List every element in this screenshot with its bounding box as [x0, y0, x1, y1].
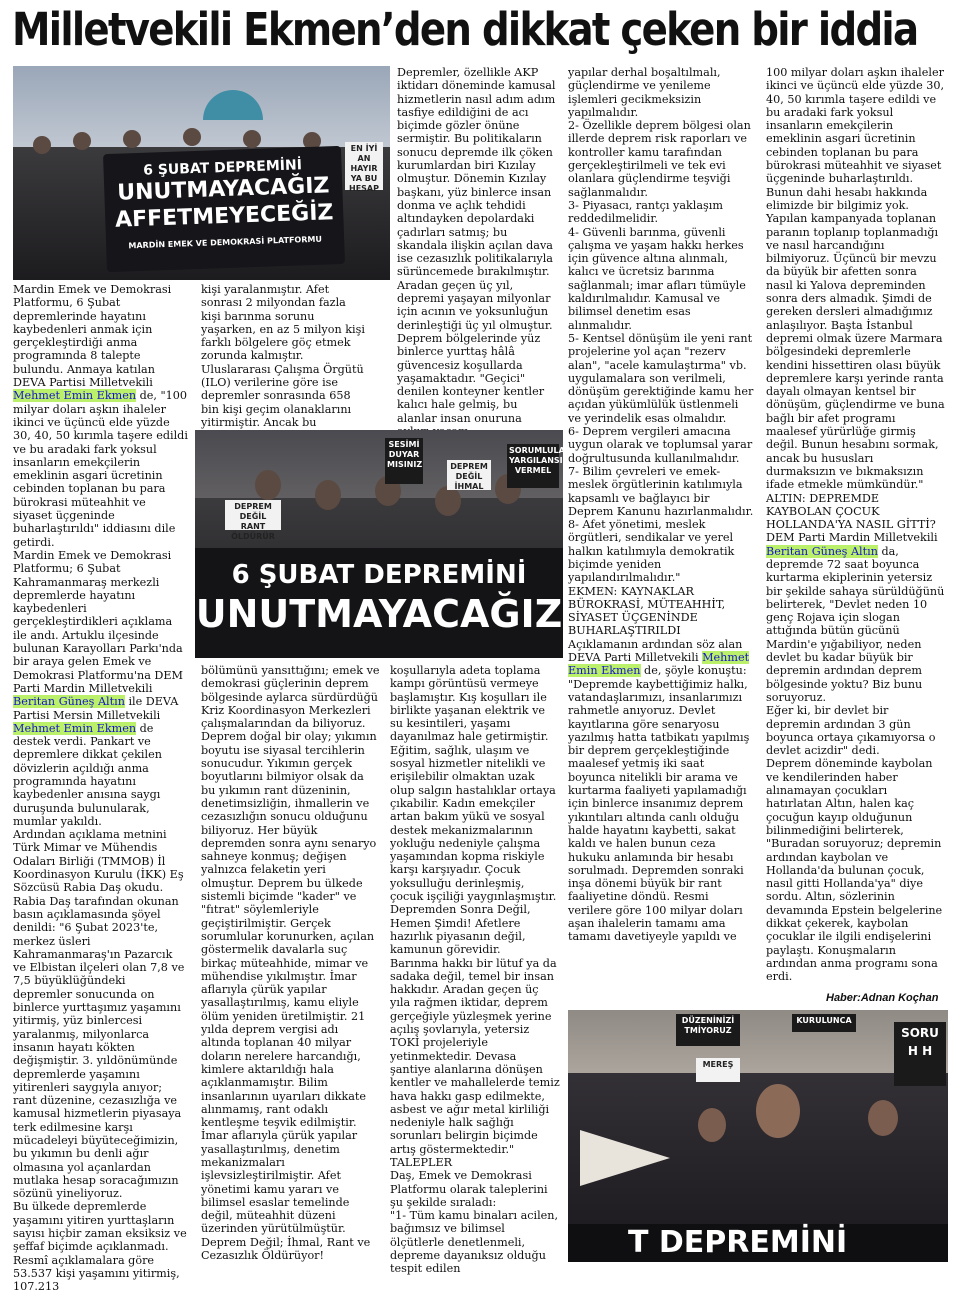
- article-column-4: [568, 66, 754, 1002]
- protest-sign: EN İYİ AN HAYIR YA BU HESAP: [345, 142, 383, 190]
- paragraph: koşullarıyla adeta toplama kampı görüntüsü vermeye başlamıştır. Kış koşulları ile birlikte yaşanan elektrik ve su kesintileri, yaşamı dayanılmaz hale getirmiştir. Eğitim, sağlık, ulaşım ve sosyal hizmetler nitelikli ve erişilebilir olmaktan uzak olup salgın hastalıklar ortaya çıkabilir. Kadın emekçiler artan bakım yükü ve sosyal destek mekanizmalarının yokluğu nedeniyle çalışma yaşamından kopma riskiyle karşı karşıyadır. Çocuk yoksulluğu derinleşmiş, çocuk işçiliği yaygınlaşmıştır. Depremden Sonra Değil, Hemen Şimdi! Afetlere hazırlık piyasanın değil, kamunun görevidir. Barınma hakkı bir lütuf ya da sadaka değil, temel bir insan hakkıdır. Aradan geçen üç yıla rağmen iktidar, deprem gerçeğiyle yüzleşmek yerine açılış şovlarıyla, yetersiz TOKİ projeleriyle yetinmektedir. Devasa şantiye alanlarına dönüşen kentler ve mahallelerde temiz hava hakkı gasp edilmekte, asbest ve ağır metal kirliliği nedeniyle halk sağlığı sorunları belirgin biçimde artış göstermektedir." TALEPLER Daş, Emek ve Demokrasi Platformu olarak taleplerini şu şekilde sıraladı: "1- Tüm kamu binaları acilen, bağımsız ve bilimsel ölçütlerle denetlenmeli, depreme dayanıksız olduğu tespit edilen: [390, 664, 560, 1276]
- paragraph: Depremler, özellikle AKP iktidarı döneminde kamusal hizmetlerin nasıl adım adım tasfiye edildiğini de acı biçimde gözler önüne sermiştir. Bu politikaların sonucu depremde ilk çöken kurumlardan biri Kızılay olmuştur. Dönemin Kızılay başkanı, yüz binlerce insan donma ve açlık tehdidi altındayken depolardaki çadırları satmış; bu skandala ilişkin açılan dava ise cezasızlık politikalarıyla sürüncemede bırakılmıştır. Aradan geçen üç yıl, depremi yaşayan milyonlar için acının ve yoksunluğun derinleştiği üç yıl olmuştur. Deprem bölgelerinde yüz binlerce yurttaş hâlâ güvencesiz koşullarda yaşamaktadır. "Geçici" denilen konteyner kentler kalıcı hale gelmiş, bu alanlar insan onuruna: [397, 66, 556, 425]
- protest-banner: [103, 146, 345, 272]
- protest-banner: [195, 548, 563, 658]
- person-head: [255, 470, 281, 500]
- text: de, şöyle konuştu: "Depremde kaybettiğimiz halkı, vatandaşlarımızı, insanlarımızı rahmetle anıyoruz. Devlet kayıtlarına göre senaryosu yazılmış hatta tatbikatı yapılmış bir deprem gerçekleştiğinde maalesef yetmiş iki saat boyunca nitelikli bir arama ve kurtarma faaliyeti yapılamadığı için binlerce insanımız deprem yıkıntıları altında canlı olduğu halde hayatını kaybetti, sakat kaldı ve halen bunun ceza hukuku anlamında bir hesabı sorulmadı. Depremden sonraki inşa dönemi büyük bir rant faaliyetine döndü. Resmi verilere göre 100 milyar doları aşan ihalelerin tamamı ama tamamı davetiyeyle yapıldı ve: [568, 664, 750, 944]
- banner-line-1: 6 ŞUBAT DEPREMİNİ: [142, 157, 303, 179]
- protest-sign: SORUMLULAR YARGILANSIN VERMEL: [507, 444, 559, 488]
- banner-text: T DEPREMİNİ: [628, 1225, 848, 1260]
- highlighted-name: Beritan Güneş Altın: [766, 544, 878, 558]
- photo-speaker-megaphone: [568, 1010, 948, 1262]
- highlighted-name: Beritan Güneş Altın: [13, 695, 125, 709]
- protest-sign: KURULUNCA: [792, 1014, 856, 1032]
- byline: Haber:Adnan Koçhan: [826, 992, 939, 1004]
- protest-sign: SESİMİ DUYAR MISINIZ: [385, 438, 423, 484]
- protest-sign: DEPREM DEĞİL İHMAL: [447, 460, 491, 490]
- paragraph: [568, 66, 754, 944]
- article-column-2-top: [201, 283, 369, 429]
- paragraph: kişi yaralanmıştır. Afet sonrası 2 milyondan fazla kişi barınma sorunu yaşarken, en az 5 milyon kişi farklı bölgelere göç etmek zorunda kalmıştır. Uluslararası Çalışma Örgütü (ILO) verilerine göre ise depremler sonrasında 658 bin kişi geçim olanaklarını yitirmiştir. Ancak bu: [201, 283, 365, 429]
- highlighted-name: Mehmet Emin Ekmen: [13, 389, 137, 403]
- text: da, depremde 72 saat boyunca kurtarma ekiplerinin yetersiz bir şekilde sahaya sürüldüğünü belirterek, "Devlet neden 10 genç Rojava için slogan attığında bütün gücünü Mardin'e yığabiliyor, neden devlet bu kadar büyük bir depremin ardından deprem bölgesinde yoktu? Biz bunu soruyoruz. Eğer ki, bir devlet bir depremin ardından 3 gün boyunca ortaya çıkamıyorsa o devlet acizdir" dedi. Deprem döneminde kaybolan ve kendilerinden haber alınamayan çocukları hatırlatan Altın, halen kaç çocuğun kayıp olduğunun bilinmediğini belirterek, "Buradan soruyoruz; depremin ardından kaybolan ve Hollanda'da bulunan çocuk, nasıl gitti Hollanda'ya" diye sordu. Altın, sözlerinin devamında Epstein belgelerine dikkat çekerek, kaybolan çocuklar ile ilgili endişelerini paylaştı. Konuşmaların ardından anma programı sona erdi.: [766, 544, 945, 984]
- banner-line-1: 6 ŞUBAT DEPREMİNİ: [231, 560, 527, 590]
- article-column-5: [766, 66, 946, 1006]
- person-head: [698, 1108, 726, 1142]
- protest-sign: MEREŞ: [696, 1058, 740, 1082]
- highlighted-name: Mehmet Emin Ekmen: [568, 651, 750, 678]
- highlighted-name: Mehmet Emin Ekmen: [13, 721, 137, 735]
- person-head: [243, 130, 261, 148]
- text: yapılar derhal boşaltılmalı, güçlendirme ve yenileme işlemleri gecikmeksizin yapılmalıdır. 2- Özellikle deprem bölgesi olan illerde deprem risk raporları ve kontroller kamu tarafından gerçekleştirilmeli ve tek evi olanlara güçlendirme teşviği sağlanmalıdır. 3- Piyasacı, rantçı yaklaşım reddedilmelidir. 4- Güvenli barınma, güvenli çalışma ve yaşam hakkı herkes için güvence altına alınmalı, kalıcı ve ücretsiz barınma sağlanmalı; imar afları tümüyle kaldırılmalıdır. Kamusal ve bilimsel denetim esas alınmalıdır. 5- Kentsel dönüşüm ile yeni rant projelerine yol açan "rezerv alan", "acele kamulaştırma" vb. uygulamalara son verilmeli, dönüşüm gerektiğinde kamu her açıdan yükümlülük üstlenmeli ve yerindelik esas olmalıdır. 6- Deprem vergileri amacına uygun olarak ve toplumsal yarar doğrultusunda kullanılmalıdır. 7- Bilim çevreleri ve emek-meslek örgütlerinin katılımıyla kapsamlı ve bağlayıcı bir Deprem Kanunu hazırlanmalıdır. 8- Afet yönetimi, meslek örgütleri, sendikalar ve yerel halkın katılımıyla demokratik biçimde yeniden yapılandırılmalıdır." EKMEN: KAYNAKLAR BÜROKRASİ, MÜTEAHHİT, SİYASET ÜÇGENİNDE BUHARLAŞTIRILDI Açıklamanın ardından söz alan DEVA Parti Milletvekili: [568, 66, 754, 665]
- person-head: [183, 128, 201, 146]
- protest-sign: SORU H H: [894, 1022, 946, 1086]
- protest-sign: DEPREM DEĞİL RANT ÖLDÜRÜR: [225, 500, 281, 530]
- protest-sign: DÜZENİNİZİ TMİYORUZ: [676, 1014, 740, 1046]
- article-column-3-bottom: [390, 664, 560, 1276]
- text: de, "100 milyar doları aşkın ihaleler ikinci ve üçüncü elde yüzde 30, 40, 50 kırımla taşere edildi ve bu aradaki fark yoksul insanların emekçilerin emeklinin asgari ücretinin cebinden toplanan bu para bürokrasi müteahhit ve siyaset üçgeninde buharlaştırıldı" iddiasını dile getirdi. Mardin Emek ve Demokrasi Platformu; 6 Şubat Kahramanmaraş merkezli depremlerde hayatını kaybedenleri gerçekleştirdikleri açıklama ile andı. Artuklu ilçesinde bulunan Karayolları Parkı'nda bir araya gelen Emek ve Demokrasi Platformu'na DEM Parti Mardin Milletvekili: [13, 389, 188, 695]
- article-column-1: [13, 283, 188, 1294]
- person-head: [868, 1100, 898, 1136]
- paragraph: [13, 283, 188, 1294]
- text: de destek verdi. Pankart ve depremlere dikkat çekilen dövizlerin açıldığı anma programında hayatını kaybedenler anısına saygı duruşunda bulunularak, mumlar yakıldı. Ardından açıklama metnini Türk Mimar ve Mühendis Odaları Birliği (TMMOB) İl Koordinasyon Kurulu (İKK) Eş Sözcüsü Rabia Daş okudu. Rabia Daş tarafından okunan basın açıklamasında şöyel denildi: "6 Şubat 2023'te, merkez üsleri Kahramanmaraş'ın Pazarcık ve Elbistan ilçeleri olan 7,8 ve 7,5 büyüklüğündeki depremler sonucunda on binlerce yurttaşımız yaşamını yitirmiş, yüz binlercesi yaralanmış, milyonlarca insanın hayatı kökten değişmiştir. 3. yıldönümünde depremlerde yaşamını yitirenleri saygıyla anıyor; rant düzenine, cezasızlığa ve kamusal hizmetlerin piyasaya terk edilmesine karşı mücadeleyi büyüteceğimizin, bu yıkımın bu denli ağır olmasına yol açanlardan mutlaka hesap soracağımızın sözünü yineliyoruz. Bu ülkede depremlerde yaşamını yitiren yurttaşların sayısı hiçbir zaman eksiksiz ve şeffaf biçimde açıklanmadı. Resmî açıklamalara göre 53.537 kişi yaşamını yitirmiş, 107.213: [13, 721, 187, 1294]
- paragraph: [766, 66, 946, 983]
- banner-line-2: UNUTMAYACAĞIZ: [116, 173, 330, 206]
- photo-protest-banner-1: [13, 66, 390, 280]
- banner-line-3: AFFETMEYECEĞİZ: [114, 200, 334, 233]
- person-head: [73, 132, 91, 150]
- headline: Milletvekili Ekmen’den dikkat çeken bir iddia: [12, 3, 918, 56]
- text: ile DEVA Partisi Mersin Milletvekili: [13, 695, 179, 722]
- article-column-3-top: [397, 66, 557, 428]
- text: 100 milyar doları aşkın ihaleler ikinci ve üçüncü elde yüzde 30, 40, 50 kırımla taşere edildi ve bu aradaki fark yoksul insanların emekçilerin emeklinin asgari ücretinin cebinden toplanan bu para bürokrasi müteahhit ve siyaset üçgeninde buharlaştırıldı. Bunun dahi hesabı hakkında elimizde bir bilgimiz yok. Yapılan kampanyada toplanan paranın toplanıp toplanmadığı ve nasıl harcandığını bilmiyoruz. Üçüncü bir mevzu da büyük bir afetten sonra nasıl ki Yalova depreminden sonra ders almadık. Şimdi de gereken dersleri almadığımız anlaşılıyor. Başta İstanbul depremi olmak üzere Marmara bölgesindeki depremlerle kendini hissettiren olası büyük depremlere karşı yerinde ranta dayalı olmayan kentsel bir dönüşüm, güçlendirme ve buna bağlı bir afet programı maalesef yürürlüğe girmiş değil. Bunun hesabını sormak, ancak bu hususları durmaksızın ve bıkmaksızın ifade etmekle mümkündür." ALTIN: DEPREMDE KAYBOLAN ÇOCUK HOLLANDA'YA NASIL GİTTİ? DEM Parti Mardin Milletvekili: [766, 66, 945, 545]
- megaphone-icon: [580, 1130, 670, 1186]
- photo-protest-banner-2: [195, 430, 571, 658]
- protest-banner: [568, 1224, 948, 1262]
- person-head: [315, 480, 341, 510]
- banner-line-2: UNUTMAYACAĞIZ: [195, 592, 563, 636]
- paragraph: bölümünü yansıttığını; emek ve demokrasi güçlerinin deprem bölgesinde aylarca sürdürdüğü Kriz Koordinasyon Merkezleri çalışmalarından da biliyoruz. Deprem doğal bir olay; yıkımın boyutu ise siyasal tercihlerin sonucudur. Yıkımın gerçek boyutlarını bilmiyor olsak da bu yıkımın rant düzeninin, denetimsizliğin, ihmallerin ve cezasızlığın sonucu olduğunu biliyoruz. Her büyük depremden sonra aynı senaryo sahneye konmuş; değişen yalnızca felaketin yeri olmuştur. Deprem bu ülkede sistemli biçimde "kader" ve "fıtrat" söylemleriyle geçiştirilmiştir. Gerçek sorumlular korunurken, açılan göstermelik davalarla suç birkaç müteahhide, mimar ve mühendise yıkılmıştır. İmar aflarıyla çürük yapılar yasallaştırılmış, kamu eliyle ölüm yeniden üretilmiştir. 21 yılda deprem vergisi adı altında toplanan 40 milyar doların nerelere harcandığı, kimlere aktarıldığı hala açıklanmamıştır. Bilim insanlarının uyarıları dikkate alınmamış, rant odaklı kentleşme teşvik edilmiştir. İmar aflarıyla çürük yapılar yasallaştırılmış, denetim mekanizmaları işlevsizleştirilmiştir. Afet yönetimi kamu yararı ve bilimsel esaslar temelinde değil, müteahhit düzeni üzerinden yürütülmüştür. Deprem Değil; İhmal, Rant ve Cezasızlık Öldürüyor!: [201, 664, 380, 1263]
- banner-line-4: MARDİN EMEK VE DEMOKRASİ PLATFORMU: [128, 234, 323, 251]
- person-head: [756, 1084, 800, 1138]
- text: Mardin Emek ve Demokrasi Platformu, 6 Şubat depremlerinde hayatını kaybedenleri anmak için gerçekleştirdiği anma programında 8 talepte bulundu. Anmaya katılan DEVA Partisi Milletvekili: [13, 283, 172, 390]
- article-column-2-bottom: [201, 664, 381, 1264]
- person-head: [123, 130, 141, 148]
- person-head: [33, 136, 51, 154]
